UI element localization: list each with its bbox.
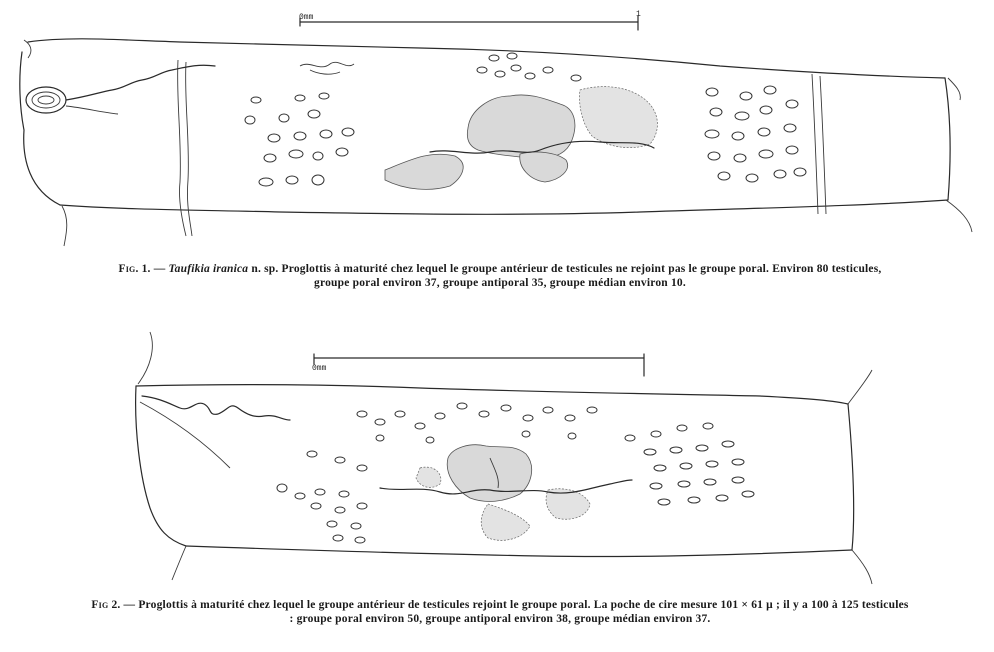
testes-median-group bbox=[357, 403, 597, 443]
figure-1 bbox=[0, 0, 994, 252]
caption-text: n. sp. Proglottis à maturité chez lequel le groupe antérieur de testicules ne rejoint pas le groupe poral. Environ 80 testicules, groupe poral environ 37, groupe antiporal 35, groupe médian environ 10. bbox=[251, 263, 882, 289]
caption-text: Proglottis à maturité chez lequel le groupe antérieur de testicules rejoint le groupe poral. La poche de cire mesure 101 × 61 μ ; il y a 100 à 125 testicules : groupe poral environ 50, groupe antiporal environ 38, groupe médian environ 37. bbox=[138, 599, 909, 625]
ovary-stippled bbox=[385, 87, 657, 190]
caption-lead: Fig 2. — bbox=[91, 599, 136, 611]
figure-2 bbox=[0, 318, 994, 590]
testes-right-group bbox=[705, 86, 806, 182]
scale-label: 0mm bbox=[312, 364, 327, 373]
figure-1-caption bbox=[110, 262, 890, 290]
testes-median-group bbox=[477, 53, 581, 81]
species-name: Taufikia iranica bbox=[168, 263, 249, 275]
figure-1-drawing bbox=[0, 0, 994, 252]
figure-2-caption bbox=[90, 598, 910, 626]
caption-lead: Fig. 1. — bbox=[118, 263, 166, 275]
scale-bar bbox=[299, 10, 641, 30]
vas-deferens-coiled bbox=[140, 396, 290, 468]
scale-bar bbox=[312, 354, 644, 376]
testes-left-group bbox=[245, 93, 354, 186]
scale-label: 0mm bbox=[299, 13, 314, 22]
figure-2-drawing bbox=[0, 318, 994, 590]
scale-end-label: 1 bbox=[636, 10, 641, 19]
testes-left-group bbox=[277, 451, 367, 543]
testes-right-group bbox=[625, 423, 754, 505]
